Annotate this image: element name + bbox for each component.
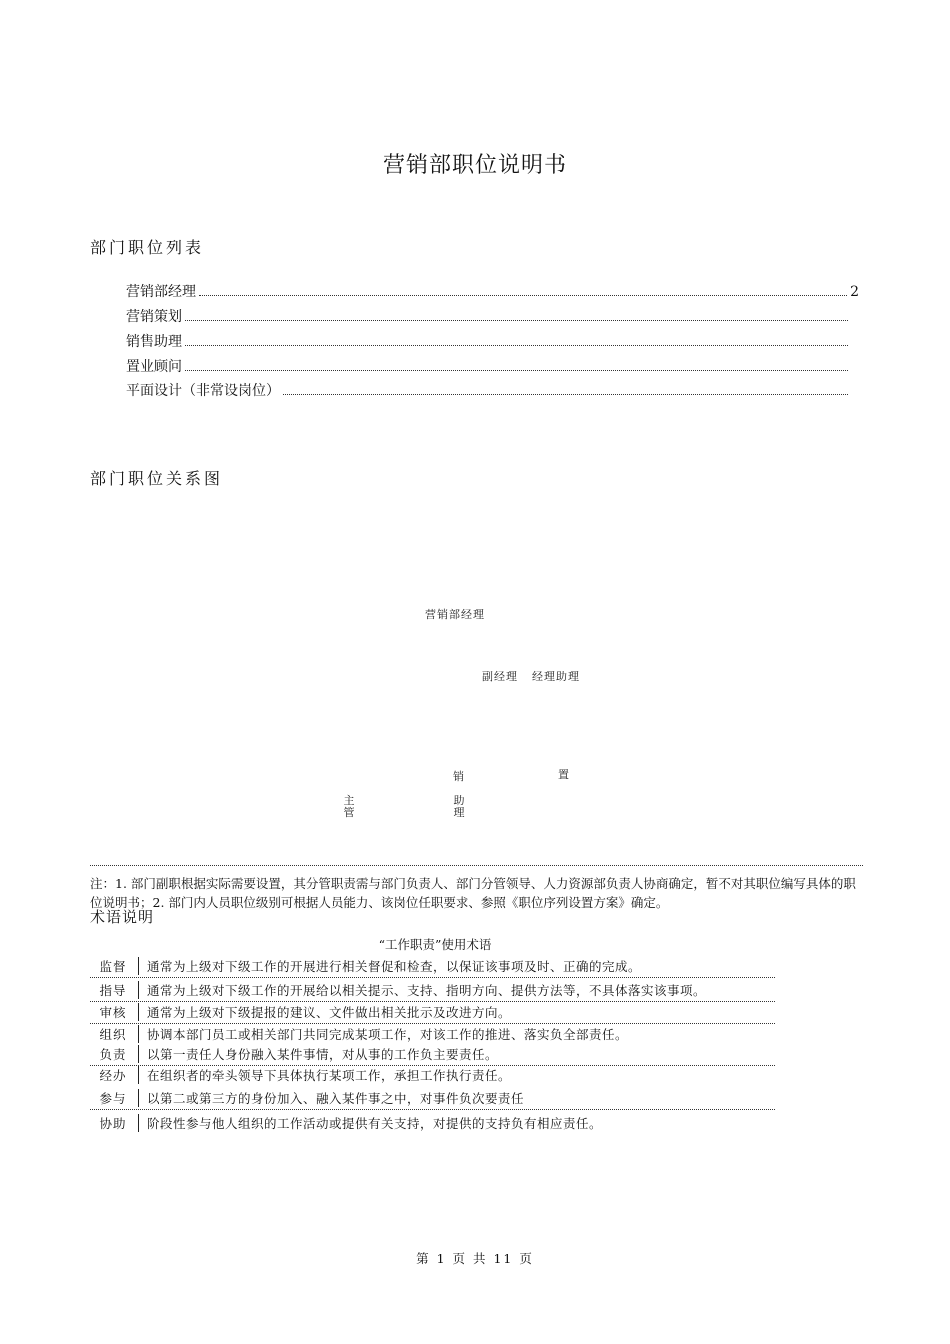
term-key: 负责	[99, 1047, 127, 1062]
toc-entry-page: 2	[850, 284, 859, 300]
term-row	[90, 955, 775, 978]
term-definition: 以第二或第三方的身份加入、融入某件事之中，对事件负次要责任	[147, 1091, 525, 1106]
toc-entry[interactable]	[126, 356, 859, 376]
term-key: 参与	[99, 1091, 127, 1106]
term-separator	[138, 1025, 139, 1043]
term-row	[90, 1043, 775, 1066]
term-row	[90, 1001, 775, 1024]
term-row	[90, 1087, 775, 1110]
terms-heading: 术语说明	[90, 908, 155, 926]
footnote: 注：1. 部门副职根据实际需要设置，其分管职责需与部门负责人、部门分管领导、人力资源部负责人协商确定，暂不对其职位编写具体的职位说明书；2. 部门内人员职位级别可根据人员能力、该岗位任职要求、参照《职位序列设置方案》确定。	[90, 876, 856, 910]
org-node-helper: 助理	[453, 794, 465, 819]
toc-entry-label: 平面设计（非常设岗位）	[126, 383, 280, 399]
terms-table-caption: “工作职责”使用术语	[378, 937, 492, 952]
term-key: 审核	[99, 1005, 127, 1020]
term-key: 指导	[99, 983, 127, 998]
term-definition: 以第一责任人身份融入某件事情，对从事的工作负主要责任。	[147, 1047, 499, 1062]
term-separator	[138, 1089, 139, 1107]
term-separator	[138, 981, 139, 999]
divider	[90, 865, 863, 866]
toc-entry-label: 置业顾问	[126, 359, 182, 375]
toc-leader-dots	[199, 294, 847, 296]
term-definition: 在组织者的牵头领导下具体执行某项工作，承担工作执行责任。	[147, 1068, 512, 1083]
term-definition: 通常为上级对下级工作的开展给以相关提示、支持、指明方向、提供方法等，不具体落实该事项。	[147, 983, 707, 998]
toc-entry-label: 营销部经理	[126, 284, 196, 300]
term-row	[90, 1112, 775, 1134]
org-node-manager: 营销部经理	[425, 608, 485, 621]
term-row	[90, 979, 775, 1002]
toc-entry[interactable]	[126, 331, 859, 351]
toc-entry[interactable]	[126, 306, 859, 326]
term-key: 组织	[99, 1027, 127, 1042]
toc-entry[interactable]	[126, 380, 859, 400]
org-node-fragment-zhi: 置	[558, 768, 570, 781]
term-row	[90, 1023, 775, 1045]
term-separator	[138, 1114, 139, 1132]
org-node-supervisor: 主管	[343, 794, 355, 819]
term-row	[90, 1064, 775, 1086]
term-definition: 协调本部门员工或相关部门共同完成某项工作，对该工作的推进、落实负全部责任。	[147, 1027, 629, 1042]
toc-entry-label: 营销策划	[126, 309, 182, 325]
term-definition: 通常为上级对下级工作的开展进行相关督促和检查，以保证该事项及时、正确的完成。	[147, 959, 642, 974]
toc-leader-dots	[185, 344, 848, 346]
toc-leader-dots	[283, 393, 848, 395]
section-heading-org-chart: 部门职位关系图	[90, 469, 224, 488]
term-key: 监督	[99, 959, 127, 974]
section-heading-position-list: 部门职位列表	[90, 238, 205, 257]
term-definition: 阶段性参与他人组织的工作活动或提供有关支持，对提供的支持负有相应责任。	[147, 1116, 603, 1131]
document-title: 营销部职位说明书	[382, 153, 567, 178]
term-key: 经办	[99, 1068, 127, 1083]
term-separator	[138, 957, 139, 975]
term-separator	[138, 1066, 139, 1084]
term-definition: 通常为上级对下级提报的建议、文件做出相关批示及改进方向。	[147, 1005, 512, 1020]
term-separator	[138, 1045, 139, 1063]
org-node-fragment-xiao: 销	[453, 770, 465, 783]
org-node-deputy: 副经理	[482, 670, 518, 683]
term-key: 协助	[99, 1116, 127, 1131]
toc-entry-label: 销售助理	[126, 334, 182, 350]
toc-leader-dots	[185, 369, 848, 371]
toc-entry[interactable]	[126, 281, 859, 301]
term-separator	[138, 1003, 139, 1021]
page-footer: 第 1 页 共 11 页	[416, 1251, 534, 1266]
toc-leader-dots	[185, 319, 848, 321]
org-node-assistant: 经理助理	[532, 670, 580, 683]
